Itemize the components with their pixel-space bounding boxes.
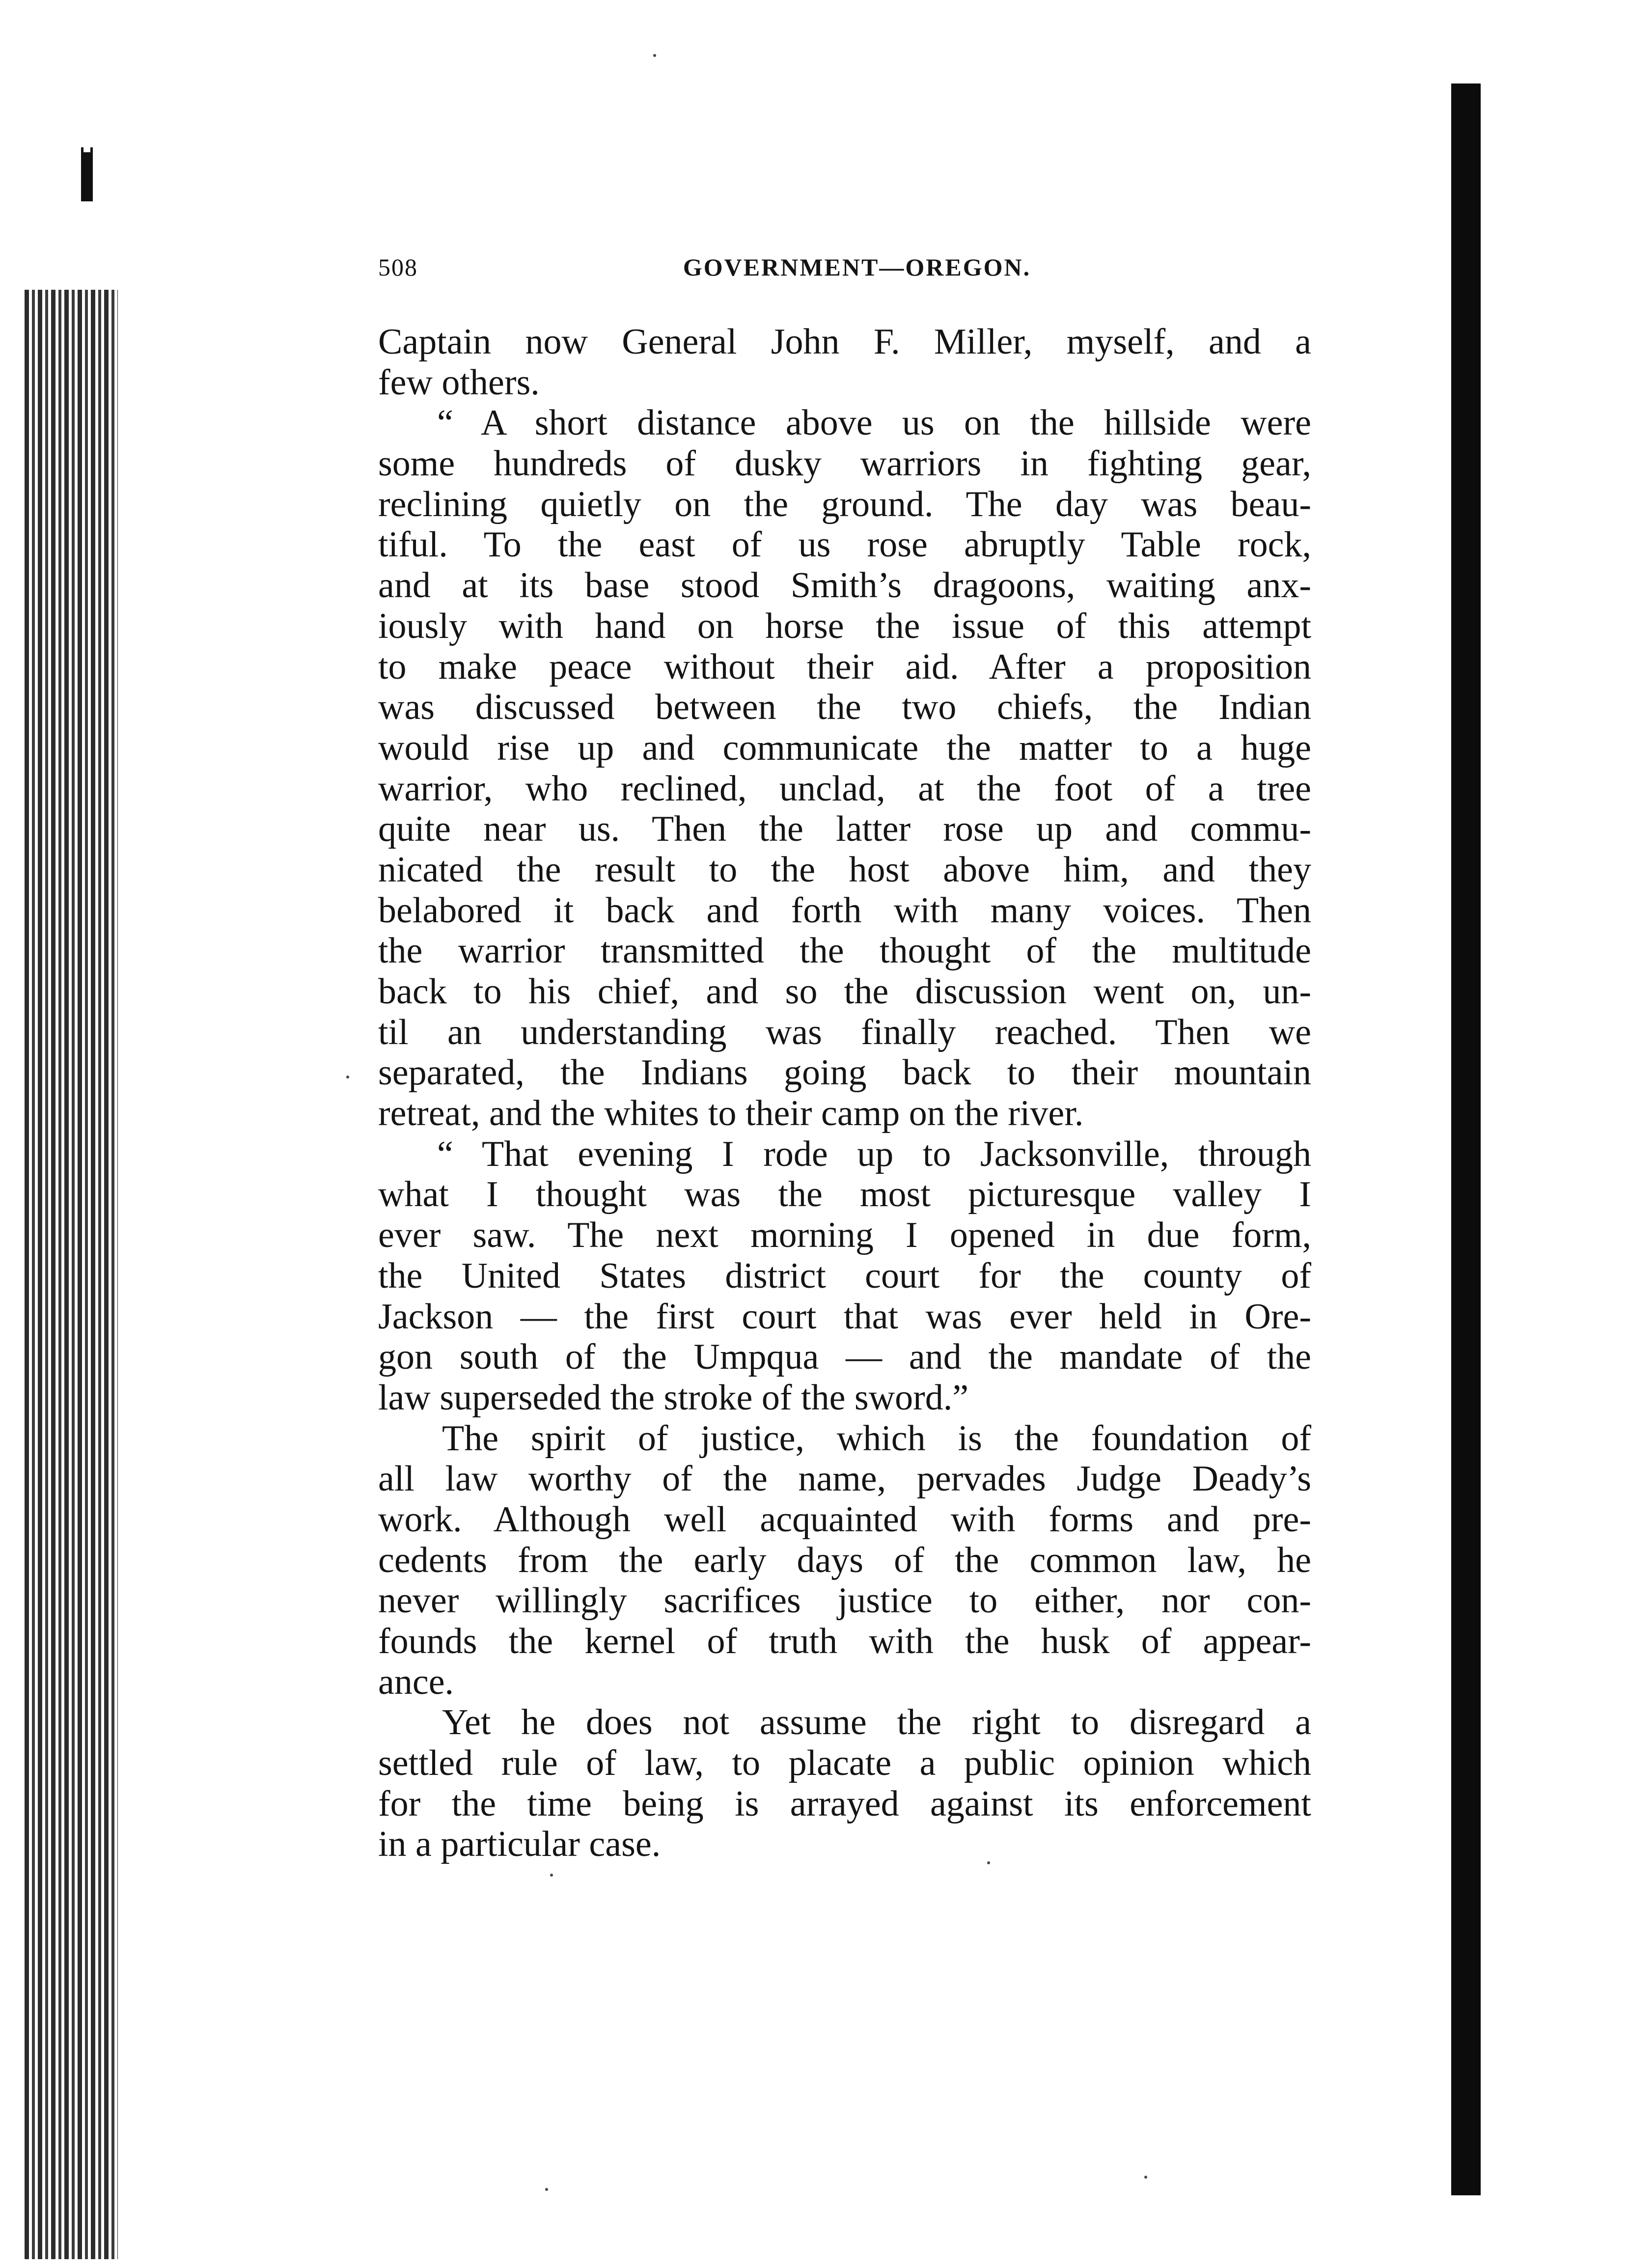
scan-speck	[1144, 2176, 1147, 2179]
page-number: 508	[378, 253, 418, 281]
text-line: the warrior transmitted the thought of the multitude	[378, 931, 1311, 971]
text-line: iously with hand on horse the issue of this attempt	[378, 606, 1311, 646]
text-line: never willingly sacrifices justice to either, nor con-	[378, 1580, 1311, 1621]
scan-speck	[550, 1874, 553, 1877]
text-line: some hundreds of dusky warriors in fighting gear,	[378, 443, 1311, 484]
text-line: cedents from the early days of the common law, he	[378, 1540, 1311, 1580]
text-line: gon south of the Umpqua — and the mandate of the	[378, 1337, 1311, 1378]
text-line: the United States district court for the county of	[378, 1255, 1311, 1296]
text-line: separated, the Indians going back to their mountain	[378, 1052, 1311, 1093]
page-binding-gap	[83, 147, 90, 152]
text-line: in a particular case.	[378, 1824, 661, 1865]
body-text	[378, 322, 1311, 1865]
text-line: belabored it back and forth with many voices. Then	[378, 890, 1311, 931]
text-line: for the time being is arrayed against its enforcement	[378, 1783, 1311, 1824]
text-line: and at its base stood Smith’s dragoons, waiting anx-	[378, 565, 1311, 606]
text-line: Yet he does not assume the right to disregard a	[442, 1702, 1311, 1743]
text-line: “ A short distance above us on the hillside were	[437, 403, 1311, 443]
running-head	[378, 253, 1336, 287]
text-line: ance.	[378, 1661, 454, 1702]
text-line: Jackson — the first court that was ever held in Ore-	[378, 1296, 1311, 1337]
scan-speck	[545, 2188, 548, 2191]
text-line: founds the kernel of truth with the husk of appear-	[378, 1621, 1311, 1661]
text-line: to make peace without their aid. After a proposition	[378, 646, 1311, 687]
text-line: nicated the result to the host above him, and they	[378, 849, 1311, 890]
text-line: few others.	[378, 362, 540, 403]
text-line: would rise up and communicate the matter to a huge	[378, 727, 1311, 768]
text-line: law superseded the stroke of the sword.”	[378, 1377, 969, 1418]
text-line: tiful. To the east of us rose abruptly Table rock,	[378, 525, 1311, 565]
text-line: settled rule of law, to placate a public opinion which	[378, 1743, 1311, 1784]
text-line: Captain now General John F. Miller, myself, and a	[378, 322, 1311, 362]
text-line: ever saw. The next morning I opened in due form,	[378, 1215, 1311, 1256]
text-line: “ That evening I rode up to Jacksonville, through	[437, 1134, 1311, 1174]
scan-speck	[653, 54, 656, 57]
text-line: all law worthy of the name, pervades Judge Deady’s	[378, 1459, 1311, 1499]
running-head-title: GOVERNMENT—OREGON.	[683, 253, 1031, 281]
text-line: til an understanding was finally reached. Then we	[378, 1012, 1311, 1052]
text-line: what I thought was the most picturesque valley I	[378, 1174, 1311, 1215]
text-line: reclining quietly on the ground. The day was beau-	[378, 484, 1311, 525]
text-line: quite near us. Then the latter rose up and commu-	[378, 809, 1311, 850]
scan-speck	[346, 1076, 349, 1079]
text-line: was discussed between the two chiefs, the Indian	[378, 687, 1311, 728]
text-line: work. Although well acquainted with forms and pre-	[378, 1499, 1311, 1540]
page-binding-edge-left	[25, 290, 118, 2259]
text-line: The spirit of justice, which is the foundation of	[442, 1418, 1311, 1459]
page-binding-mark	[81, 147, 93, 201]
text-line: warrior, who reclined, unclad, at the foot of a tree	[378, 768, 1311, 809]
page-binding-edge-right	[1451, 83, 1481, 2195]
text-line: retreat, and the whites to their camp on the river.	[378, 1093, 1084, 1134]
text-line: back to his chief, and so the discussion went on, un-	[378, 971, 1311, 1012]
